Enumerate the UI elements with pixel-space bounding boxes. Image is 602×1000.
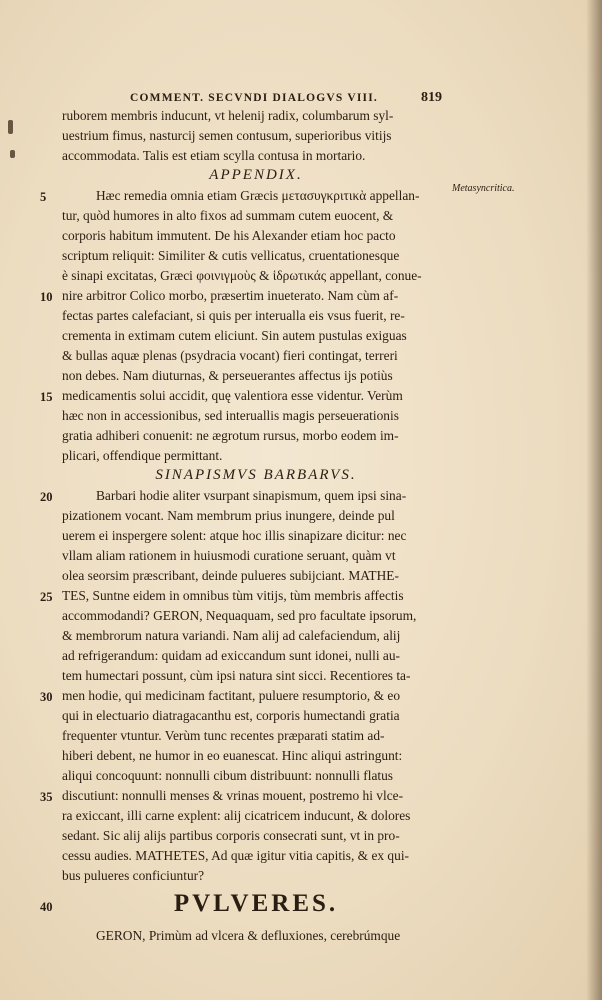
section-heading-pulveres: PVLVERES. [173,890,339,917]
text-line: hæc non in accessionibus, sed interuallis magis perseuerationis [62,408,399,423]
text-line: men hodie, qui medicinam factitant, puluere resumptorio, & eo [62,688,401,703]
ink-stain [8,120,13,134]
line-number: 35 [40,790,53,804]
text-line: hiberi debent, ne humor in eo euanescat. Hinc aliqui astringunt: [62,748,403,763]
text-line: plicari, offendique permittant. [62,448,223,463]
running-title: COMMENT. SECVNDI DIALOGVS VIII. [130,92,378,104]
text-line: TES, Suntne eidem in omnibus tùm vitijs, tùm membris affectis [62,588,404,603]
ink-stain [10,150,15,158]
gutter-shadow [586,0,602,1000]
text-line: ruborem membris inducunt, vt helenij radix, columbarum syl- [62,108,394,123]
text-line: Hæc remedia omnia etiam Græcis μετασυγκριτικὰ appellan- [96,188,420,203]
text-line: qui in electuario diatragacanthu est, corporis humectandi gratia [62,708,400,723]
text-line: discutiunt: nonnulli menses & vrinas mouent, postremo hi vlce- [62,788,404,803]
text-line: pizationem vocant. Nam membrum prius inungere, deinde pul [62,508,395,523]
text-line: GERON, Primùm ad vlcera & defluxiones, cerebrúmque [96,928,401,943]
text-line: frequenter vtuntur. Verùm tunc recentes præparati statim ad- [62,728,385,743]
text-line: aliqui concoquunt: nonnulli cibum distribuunt: nonnulli flatus [62,768,394,783]
text-line: uestrium fimus, nasturcij semen contusum, superioribus vitijs [62,128,392,143]
text-line: corporis habitum immutent. De his Alexander etiam hoc pacto [62,228,396,243]
text-line: & membrorum natura variandi. Nam alij ad calefaciendum, alij [62,628,401,643]
line-number: 30 [40,690,53,704]
text-line: accommodandi? GERON, Nequaquam, sed pro facultate ipsorum, [62,608,417,623]
text-line: & bullas aquæ plenas (psydracia vocant) fieri contingat, terreri [62,348,398,363]
text-line: vllam aliam rationem in huiusmodi curatione seruant, quàm vt [62,548,396,563]
text-line: è sinapi excitatas, Græci φοινιγμοὺς & ἱδρωτικάς appellant, conue- [62,268,422,283]
line-number: 10 [40,290,53,304]
line-number: 15 [40,390,53,404]
text-line: scriptum reliquit: Similiter & cutis vellicatus, cruentationesque [62,248,400,263]
text-line: nire arbitror Colico morbo, præsertim inueterato. Nam cùm af- [62,288,399,303]
text-line: tur, quòd humores in alto fixos ad summam cutem euocent, & [62,208,394,223]
text-line: non debes. Nam diuturnas, & perseuerantes affectus ijs potiùs [62,368,393,383]
line-number: 40 [40,900,53,914]
text-line: gratia adhiberi conuenit: ne ægrotum rursus, morbo eodem im- [62,428,399,443]
text-line: uerem ei inspergere solent: atque hoc illis sinapizare dicitur: nec [62,528,407,543]
text-line: bus pulueres conficiuntur? [62,868,205,883]
line-number: 5 [40,190,47,204]
text-line: ad refrigerandum: quidam ad exiccandum sunt idonei, nulli au- [62,648,401,663]
text-line: sedant. Sic alij alijs partibus corporis consecrati sunt, vt in pro- [62,828,400,843]
text-line: cessu audies. MATHETES, Ad quæ igitur vitia capitis, & ex qui- [62,848,409,863]
text-line: olea seorsim præscribant, deinde pulueres subijciant. MATHE- [62,568,399,583]
section-heading-sinapismus: SINAPISMVS BARBARVS. [155,467,357,483]
text-line: crementa in extimam cutem eliciunt. Sin autem pustulas exiguas [62,328,407,343]
line-number: 20 [40,490,53,504]
text-line: accommodata. Talis est etiam scylla contusa in mortario. [62,148,366,163]
text-line: tem humectari possunt, cùm ipsi natura sint sicci. Recentiores ta- [62,668,411,683]
page-number: 819 [421,90,442,105]
text-line: Barbari hodie aliter vsurpant sinapismum, quem ipsi sina- [96,488,407,503]
text-line: ra exiccant, illi carne explent: alij cicatricem inducunt, & dolores [62,808,411,823]
text-line: fectas partes calefaciant, si quis per interualla eis vsus fuerit, re- [62,308,405,323]
line-number: 25 [40,590,53,604]
section-heading-appendix: APPENDIX. [209,167,303,183]
text-line: medicamentis solui accidit, quę valentiora esse videntur. Verùm [62,388,403,403]
margin-note: Metasyncritica. [452,183,515,194]
